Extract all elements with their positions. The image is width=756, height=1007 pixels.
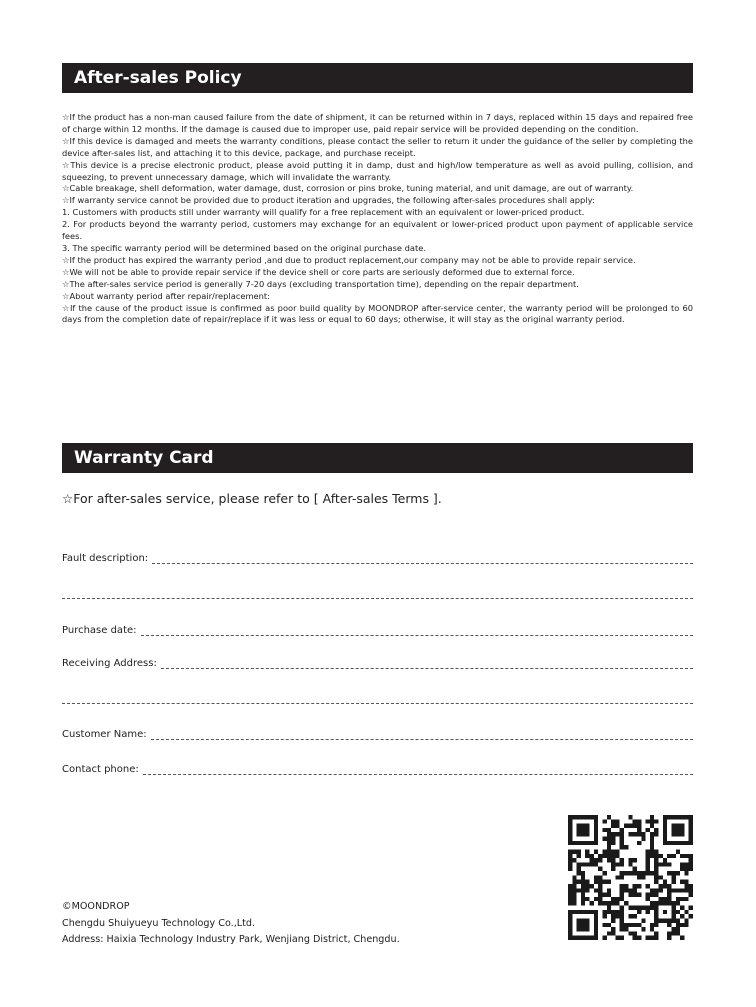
after-sales-refer-note: ☆For after-sales service, please refer to [ After-sales Terms ]. bbox=[62, 491, 442, 506]
receiving-address-field-continued[interactable] bbox=[62, 690, 693, 706]
contact-phone-label: Contact phone: bbox=[62, 764, 139, 775]
policy-paragraph: ☆If the product has a non-man caused failure from the date of shipment, it can be returned within in 7 days, replaced within 15 days and repaired free of charge within 12 months. If the damage is caused due to improper use, paid repair service will be provided depending on the condition. bbox=[62, 112, 693, 134]
fault-description-field-continued[interactable] bbox=[62, 585, 693, 601]
warranty-card-header bbox=[62, 443, 693, 473]
purchase-date-label: Purchase date: bbox=[62, 625, 137, 636]
contact-phone-line[interactable] bbox=[143, 774, 693, 775]
policy-paragraph: ☆If warranty service cannot be provided due to product iteration and upgrades, the following after-sales procedures shall apply: bbox=[62, 195, 595, 206]
fault-description-line[interactable] bbox=[152, 563, 693, 564]
after-sales-policy-header bbox=[62, 63, 693, 93]
warranty-card-title: Warranty Card bbox=[74, 448, 214, 468]
after-sales-policy-title: After-sales Policy bbox=[74, 68, 242, 88]
policy-paragraph: ☆About warranty period after repair/replacement: bbox=[62, 290, 270, 301]
copyright-text: ©MOONDROP bbox=[62, 901, 130, 912]
customer-name-line[interactable] bbox=[151, 739, 693, 740]
policy-paragraph: 1. Customers with products still under warranty will qualify for a free replacement with an equivalent or lower-priced product. bbox=[62, 207, 585, 218]
policy-body bbox=[62, 112, 693, 326]
receiving-address-line[interactable] bbox=[161, 668, 693, 669]
customer-name-label: Customer Name: bbox=[62, 729, 147, 740]
fault-description-line-2[interactable] bbox=[62, 598, 693, 599]
contact-phone-field[interactable] bbox=[62, 761, 693, 777]
fault-description-label: Fault description: bbox=[62, 553, 149, 564]
policy-paragraph: ☆We will not be able to provide repair service if the device shell or core parts are seriously deformed due to external force. bbox=[62, 266, 575, 277]
policy-paragraph: ☆The after-sales service period is generally 7-20 days (excluding transportation time), depending on the repair department. bbox=[62, 278, 579, 289]
policy-paragraph: ☆This device is a precise electronic product, please avoid putting it in damp, dust and high/low temperature as well as avoid pulling, collision, and squeezing, to prevent unnecessary damage, which will invalidate the warranty. bbox=[62, 159, 693, 182]
policy-paragraph: ☆Cable breakage, shell deformation, water damage, dust, corrosion or pins broke, tuning material, and unit damage, are out of warranty. bbox=[62, 183, 634, 194]
receiving-address-field[interactable] bbox=[62, 655, 693, 671]
qr-code-icon[interactable] bbox=[568, 815, 693, 940]
receiving-address-label: Receiving Address: bbox=[62, 658, 157, 669]
purchase-date-field[interactable] bbox=[62, 622, 693, 638]
purchase-date-line[interactable] bbox=[141, 635, 693, 636]
policy-paragraph: 3. The specific warranty period will be determined based on the original purchase date. bbox=[62, 242, 426, 253]
company-address: Address: Haixia Technology Industry Park, Wenjiang District, Chengdu. bbox=[62, 934, 400, 945]
policy-paragraph: ☆If this device is damaged and meets the warranty conditions, please contact the seller to return it under the guidance of the seller by completing the device after-sales list, and attaching it to this device, package, and purchase receipt. bbox=[62, 135, 693, 158]
company-footer bbox=[62, 899, 482, 949]
receiving-address-line-2[interactable] bbox=[62, 703, 693, 704]
policy-paragraph: 2. For products beyond the warranty period, customers may exchange for an equivalent or lower-priced product upon payment of applicable service fees. bbox=[62, 219, 693, 242]
company-name: Chengdu Shuiyueyu Technology Co.,Ltd. bbox=[62, 917, 255, 929]
fault-description-field[interactable] bbox=[62, 550, 693, 566]
policy-paragraph: ☆If the cause of the product issue is confirmed as poor build quality by MOONDROP after-service center, the warranty period will be prolonged to 60 days from the completion date of repair/replace if it was less or equal to 60 days; otherwise, it will stay as the original warranty period. bbox=[62, 302, 693, 325]
customer-name-field[interactable] bbox=[62, 726, 693, 742]
policy-paragraph: ☆If the product has expired the warranty period ,and due to product replacement,our company may not be able to provide repair service. bbox=[62, 254, 636, 265]
